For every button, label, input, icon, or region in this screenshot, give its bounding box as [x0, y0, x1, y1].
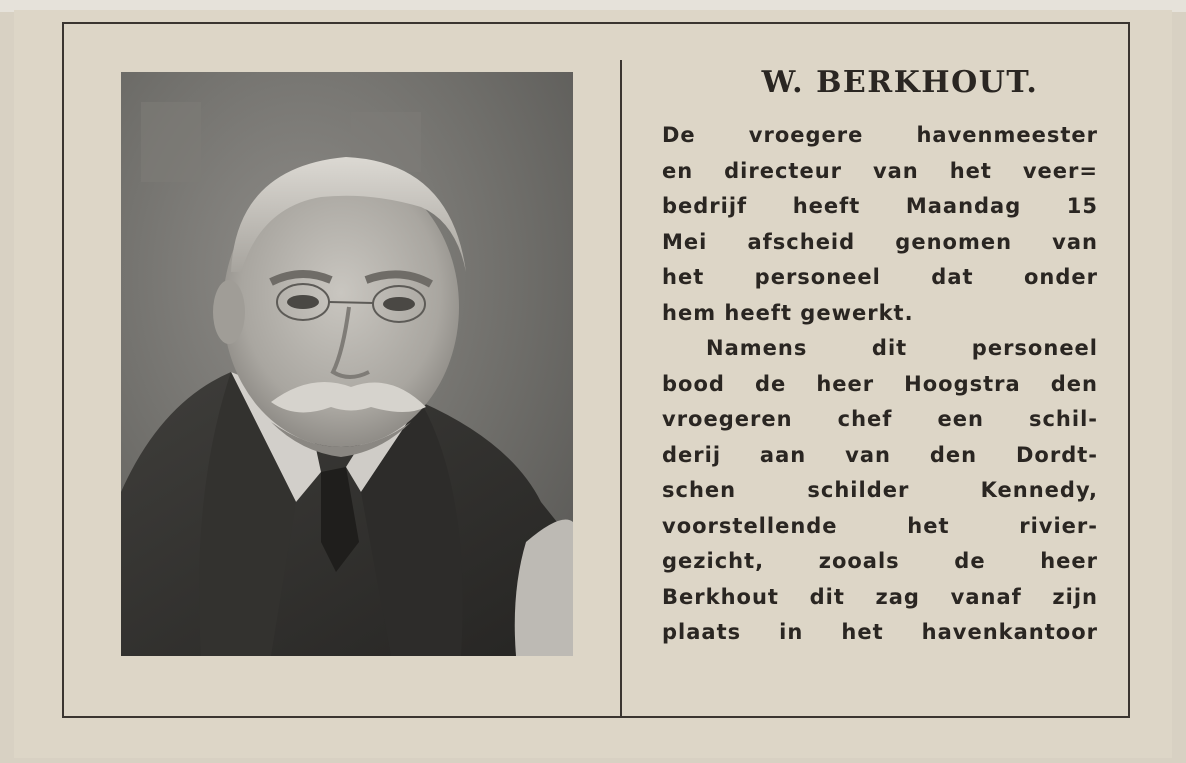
text-line: derij aan van den Dordt-: [662, 442, 1098, 467]
paragraph-2: [662, 331, 1098, 651]
text-line: Namens dit personeel: [706, 336, 1098, 360]
text-line: schen schilder Kennedy,: [662, 478, 1098, 502]
newspaper-clipping: [14, 10, 1172, 758]
text-line: De vroegere havenmeester: [662, 123, 1098, 147]
headline: W. BERKHOUT.: [761, 65, 1039, 100]
text-line: voorstellende het rivier-: [662, 513, 1098, 538]
text-line: bedrijf heeft Maandag 15: [662, 194, 1098, 218]
text-line: vroegeren chef een schil-: [662, 407, 1098, 431]
text-line: bood de heer Hoogstra den: [662, 371, 1098, 396]
article-text: [662, 66, 1098, 651]
portrait-photo: [121, 72, 573, 656]
paragraph-1: [662, 118, 1098, 331]
text-line: Mei afscheid genomen van: [662, 229, 1098, 254]
text-line: Berkhout dit zag vanaf zijn: [662, 584, 1098, 609]
text-line: plaats in het havenkantoor: [662, 620, 1098, 644]
text-line: en directeur van het veer=: [662, 158, 1098, 183]
column-divider: [620, 60, 622, 716]
text-line: gezicht, zooals de heer: [662, 549, 1098, 573]
text-line: hem heeft gewerkt.: [662, 300, 914, 325]
text-line: het personeel dat onder: [662, 265, 1098, 289]
